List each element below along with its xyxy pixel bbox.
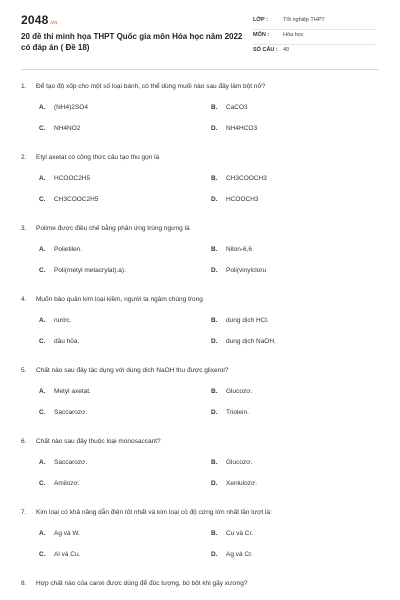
option-text: Saccarozơ. (54, 459, 88, 466)
option-c[interactable] (39, 125, 80, 132)
option-b[interactable] (211, 246, 252, 253)
exam-meta (253, 15, 375, 59)
question-text (21, 224, 381, 233)
meta-row-lop (253, 15, 375, 30)
option-text: Triolein. (226, 409, 249, 416)
option-letter: D. (211, 338, 218, 345)
site-logo[interactable] (21, 13, 57, 27)
meta-label-mon: MÔN : (253, 32, 270, 38)
page-header (0, 0, 400, 62)
question-4 (21, 295, 381, 345)
question-stem: Etyl axetat có công thức cấu tạo thu gọn là (36, 154, 160, 161)
option-c[interactable] (39, 196, 98, 203)
option-d[interactable] (211, 480, 257, 487)
option-a[interactable] (39, 104, 88, 111)
option-a[interactable] (39, 459, 87, 466)
option-text: HCOOC2H5 (54, 175, 91, 182)
option-text: Polietilen. (54, 246, 83, 253)
option-text: Cu và Cr. (226, 530, 254, 537)
meta-value-mon: Hóa học (283, 32, 304, 38)
question-2 (21, 153, 381, 203)
option-letter: B. (211, 317, 218, 324)
option-letter: A. (39, 459, 46, 466)
logo-text: 2048 (21, 13, 49, 27)
question-number: 2. (21, 154, 27, 161)
question-7 (21, 508, 381, 558)
option-a[interactable] (39, 530, 80, 537)
option-text: Al và Cu. (54, 551, 81, 558)
option-text: Metyl axetat. (54, 388, 91, 395)
question-number: 8. (21, 580, 27, 587)
option-text: CH3COOC2H5 (54, 196, 99, 203)
question-text (21, 579, 381, 588)
question-text (21, 295, 381, 304)
option-letter: C. (39, 338, 46, 345)
question-number: 1. (21, 83, 27, 90)
option-b[interactable] (211, 175, 267, 182)
question-text (21, 366, 381, 375)
option-letter: C. (39, 409, 46, 416)
option-letter: D. (211, 409, 218, 416)
option-letter: C. (39, 551, 46, 558)
option-letter: D. (211, 480, 218, 487)
option-letter: A. (39, 246, 46, 253)
option-letter: B. (211, 246, 218, 253)
question-stem: Muốn bảo quản kim loại kiềm, người ta ngâm chúng trong (36, 296, 203, 303)
meta-value-socau: 40 (283, 47, 290, 53)
option-text: CaCO3 (226, 104, 248, 111)
option-text: Nilon-6,6 (226, 246, 253, 253)
option-letter: D. (211, 267, 218, 274)
question-8 (21, 579, 381, 588)
option-letter: B. (211, 104, 218, 111)
option-text: (NH4)2SO4 (54, 104, 88, 111)
page-title: 20 đề thi minh họa THPT Quốc gia môn Hóa học năm 2022 có đáp án ( Đề 18) (21, 32, 243, 52)
meta-value-lop: Tốt nghiệp THPT (283, 17, 325, 23)
option-letter: A. (39, 175, 46, 182)
option-text: dầu hỏa. (54, 338, 80, 345)
question-number: 7. (21, 509, 27, 516)
question-text (21, 82, 381, 91)
option-a[interactable] (39, 175, 90, 182)
option-letter: B. (211, 530, 218, 537)
option-letter: B. (211, 459, 218, 466)
option-text: Poli(vinylcloru (226, 267, 267, 274)
option-d[interactable] (211, 196, 259, 203)
meta-row-socau (253, 45, 375, 59)
option-c[interactable] (39, 267, 126, 274)
question-stem: Chất nào sau đây thuộc loại monosaccarit? (36, 438, 161, 445)
meta-row-mon (253, 30, 375, 45)
question-number: 3. (21, 225, 27, 232)
option-letter: A. (39, 317, 46, 324)
option-letter: D. (211, 196, 218, 203)
option-letter: B. (211, 175, 218, 182)
question-5 (21, 366, 381, 416)
option-d[interactable] (211, 125, 257, 132)
option-d[interactable] (211, 551, 253, 558)
question-number: 4. (21, 296, 27, 303)
question-stem: Kim loại có khả năng dẫn điện tốt nhất và kim loại có độ cứng lớn nhất lần lượt là: (36, 509, 272, 516)
option-text: CH3COOCH3 (226, 175, 267, 182)
question-text (21, 153, 381, 162)
option-text: NH4HCO3 (226, 125, 258, 132)
meta-label-socau: SỐ CÂU : (253, 47, 278, 53)
question-number: 6. (21, 438, 27, 445)
option-b[interactable] (211, 317, 269, 324)
option-text: Ag và Cr. (226, 551, 253, 558)
option-a[interactable] (39, 317, 71, 324)
option-b[interactable] (211, 459, 252, 466)
question-stem: Chất nào sau đây tác dụng với dung dịch NaOH thu được glixerol? (36, 367, 229, 374)
option-letter: A. (39, 104, 46, 111)
option-c[interactable] (39, 551, 80, 558)
question-number: 5. (21, 367, 27, 374)
option-text: Poli(metyl metacrylat).a). (54, 267, 126, 274)
question-3 (21, 224, 381, 274)
option-letter: D. (211, 551, 218, 558)
option-b[interactable] (211, 530, 253, 537)
option-letter: C. (39, 480, 46, 487)
option-d[interactable] (211, 338, 276, 345)
meta-label-lop: LỚP : (253, 17, 268, 23)
question-1 (21, 82, 381, 132)
option-text: Saccarozơ. (54, 409, 88, 416)
option-text: Glucozơ. (226, 459, 253, 466)
option-letter: B. (211, 388, 218, 395)
option-b[interactable] (211, 104, 248, 111)
option-c[interactable] (39, 480, 80, 487)
option-text: HCOOCH3 (226, 196, 259, 203)
question-stem: Polime được điều chế bằng phản ứng trùng ngưng là (36, 225, 190, 232)
option-text: nước. (54, 317, 72, 324)
logo-suffix: .vn (49, 20, 58, 26)
option-b[interactable] (211, 388, 252, 395)
option-text: Glucozơ. (226, 388, 253, 395)
option-c[interactable] (39, 409, 87, 416)
question-stem: Để tạo độ xốp cho một số loại bánh, có thể dùng muối nào sau đây làm bột nở? (36, 83, 266, 90)
option-text: Amilozơ. (54, 480, 80, 487)
question-stem: Hợp chất nào của canxi được dùng để đúc tượng, bó bột khi gãy xương? (36, 580, 248, 587)
question-text (21, 437, 381, 446)
option-letter: A. (39, 530, 46, 537)
option-letter: A. (39, 388, 46, 395)
option-letter: C. (39, 125, 46, 132)
option-a[interactable] (39, 388, 91, 395)
option-letter: D. (211, 125, 218, 132)
option-text: Xenlulozơ. (226, 480, 258, 487)
question-text (21, 508, 381, 517)
option-text: NH4NO2 (54, 125, 81, 132)
option-d[interactable] (211, 267, 266, 274)
option-c[interactable] (39, 338, 79, 345)
header-divider (21, 69, 379, 70)
option-letter: C. (39, 267, 46, 274)
question-6 (21, 437, 381, 487)
option-a[interactable] (39, 246, 82, 253)
option-text: dung dịch NaOH. (226, 338, 276, 345)
option-text: dung dịch HCl. (226, 317, 269, 324)
option-letter: C. (39, 196, 46, 203)
option-d[interactable] (211, 409, 249, 416)
option-text: Ag và W. (54, 530, 81, 537)
